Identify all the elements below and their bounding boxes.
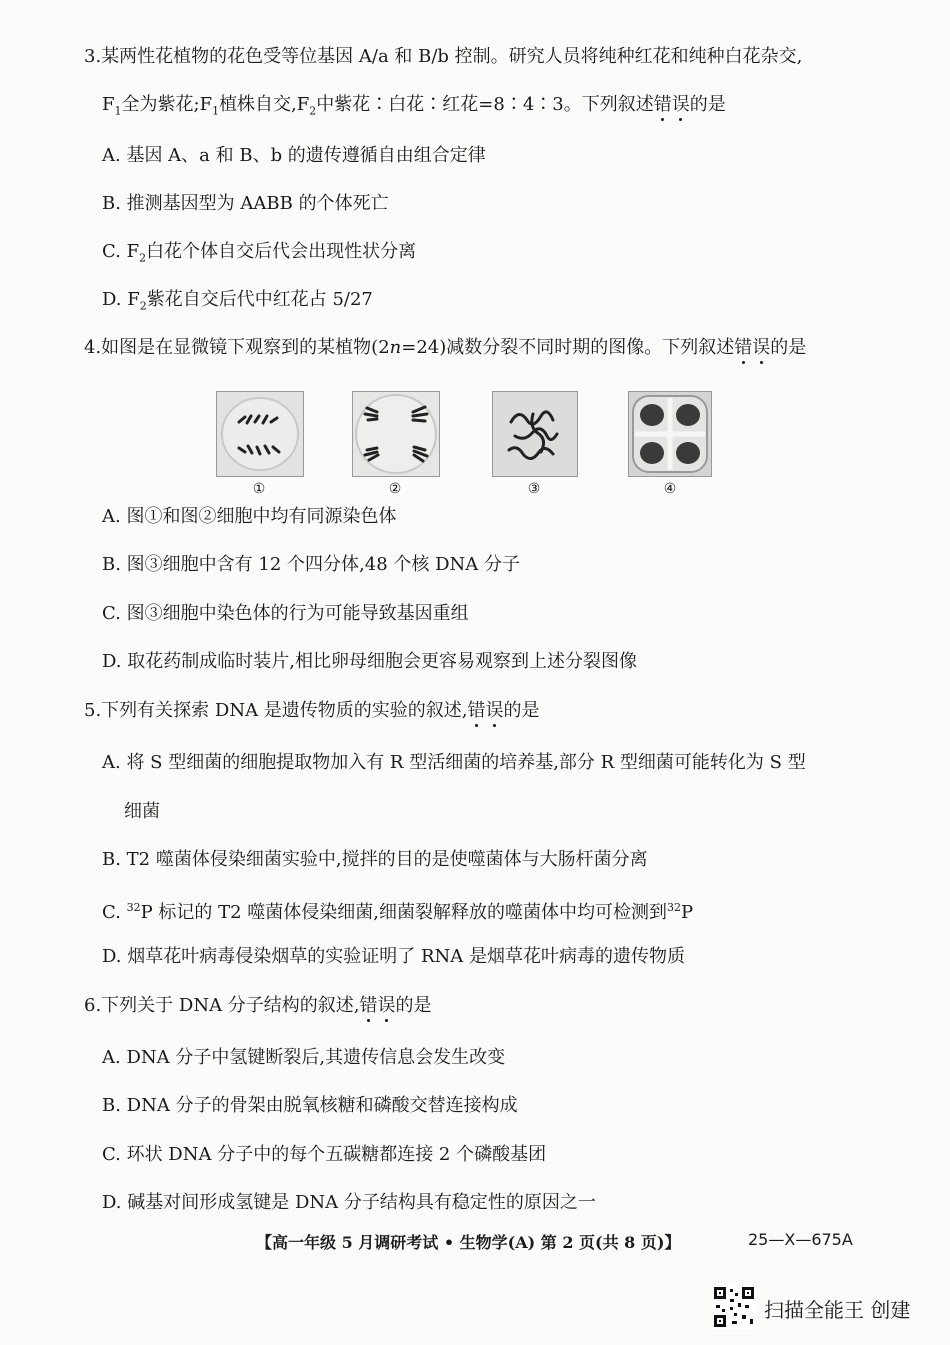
emphasis-char: 错 xyxy=(467,700,486,721)
q5-option-c-sup: 32 xyxy=(667,901,682,914)
q5-stem-part: 的是 xyxy=(503,700,540,721)
q4-option-b: B. 图③细胞中含有 12 个四分体,48 个核 DNA 分子 xyxy=(102,554,520,575)
q3-option-c xyxy=(102,241,416,270)
figure-2-micrograph xyxy=(352,391,440,477)
figure-3-label: ③ xyxy=(527,481,541,497)
q4-stem-part: 的是 xyxy=(770,337,807,358)
q3-option-a: A. 基因 A、a 和 B、b 的遗传遵循自由组合定律 xyxy=(102,145,486,166)
q4-option-d: D. 取花药制成临时装片,相比卵母细胞会更容易观察到上述分裂图像 xyxy=(102,651,637,672)
q4-stem-part: =24)减数分裂不同时期的图像。下列叙述 xyxy=(401,337,735,358)
q3-option-b: B. 推测基因型为 AABB 的个体死亡 xyxy=(102,193,389,214)
q6-stem-part: 6.下列关于 DNA 分子结构的叙述, xyxy=(84,995,360,1016)
q3-stem-line1: 3.某两性花植物的花色受等位基因 A/a 和 B/b 控制。研究人员将纯种红花和纯种白花杂交, xyxy=(84,46,803,67)
q6-stem-part: 的是 xyxy=(395,995,432,1016)
q3-option-c-part: C. F xyxy=(102,241,140,262)
q5-option-d: D. 烟草花叶病毒侵染烟草的实验证明了 RNA 是烟草花叶病毒的遗传物质 xyxy=(102,946,685,967)
figure-4-micrograph xyxy=(628,391,712,477)
q3-option-d xyxy=(102,289,373,318)
q3-stem-line2 xyxy=(102,94,726,123)
q6-stem xyxy=(84,995,432,1017)
q4-stem xyxy=(84,337,806,359)
figure-1-label: ① xyxy=(252,481,266,497)
q5-stem xyxy=(84,700,540,722)
q3-option-d-part: 紫花自交后代中红花占 5/27 xyxy=(146,289,373,310)
figure-1-micrograph xyxy=(216,391,304,477)
q4-option-c: C. 图③细胞中染色体的行为可能导致基因重组 xyxy=(102,603,469,624)
q5-option-b: B. T2 噬菌体侵染细菌实验中,搅拌的目的是使噬菌体与大肠杆菌分离 xyxy=(102,849,648,870)
q5-option-c-part: C. xyxy=(102,902,127,923)
scanner-watermark-text: 扫描全能王 创建 xyxy=(764,1298,911,1322)
q6-option-a: A. DNA 分子中氢键断裂后,其遗传信息会发生改变 xyxy=(102,1047,506,1068)
q3-stem-part: 植株自交,F xyxy=(219,94,310,115)
figure-3-micrograph xyxy=(492,391,578,477)
q5-option-a-line2: 细菌 xyxy=(124,801,160,822)
q3-stem-sub: 2 xyxy=(309,104,317,118)
q5-stem-part: 5.下列有关探索 DNA 是遗传物质的实验的叙述, xyxy=(84,700,468,721)
figure-2-label: ② xyxy=(388,481,402,497)
emphasis-char: 误 xyxy=(752,337,771,358)
emphasis-char: 错 xyxy=(359,995,378,1016)
emphasis-char: 误 xyxy=(485,700,504,721)
q5-option-c-part: P 标记的 T2 噬菌体侵染细菌,细菌裂解释放的噬菌体中均可检测到 xyxy=(140,902,668,923)
q6-option-c: C. 环状 DNA 分子中的每个五碳糖都连接 2 个磷酸基团 xyxy=(102,1144,547,1165)
figure-4-label: ④ xyxy=(663,481,677,497)
page-footer: 【高一年级 5 月调研考试 • 生物学(A) 第 2 页(共 8 页)】 xyxy=(256,1233,681,1252)
emphasis-char: 误 xyxy=(671,94,690,115)
q4-option-a: A. 图①和图②细胞中均有同源染色体 xyxy=(102,506,397,527)
q3-option-c-part: 白花个体自交后代会出现性状分离 xyxy=(146,241,417,262)
q4-stem-part: 4.如图是在显微镜下观察到的某植物(2 xyxy=(84,337,390,358)
q4-stem-n: n xyxy=(389,337,402,358)
q6-option-b: B. DNA 分子的骨架由脱氧核糖和磷酸交替连接构成 xyxy=(102,1095,518,1116)
q5-option-c xyxy=(102,897,693,924)
emphasis-char: 错 xyxy=(734,337,753,358)
q3-stem-sub: 1 xyxy=(114,104,122,118)
emphasis-char: 误 xyxy=(377,995,396,1016)
q3-option-d-sub: 2 xyxy=(139,299,147,313)
q3-stem-part: F xyxy=(102,94,115,115)
exam-code: 25—X—675A xyxy=(748,1230,853,1249)
q3-stem-sub: 1 xyxy=(212,104,220,118)
q3-option-c-sub: 2 xyxy=(139,251,147,265)
q3-stem-part: 全为紫花;F xyxy=(121,94,213,115)
q3-stem-part: 的是 xyxy=(689,94,726,115)
q5-option-c-part: P xyxy=(681,902,694,923)
q3-stem-part: 中紫花∶白花∶红花=8∶4∶3。下列叙述 xyxy=(316,94,654,115)
qr-code-icon xyxy=(712,1285,756,1329)
q3-option-d-part: D. F xyxy=(102,289,140,310)
emphasis-char: 错 xyxy=(653,94,672,115)
q5-option-c-sup: 32 xyxy=(126,901,141,914)
q5-option-a-line1: A. 将 S 型细菌的细胞提取物加入有 R 型活细菌的培养基,部分 R 型细菌可能转化为 S 型 xyxy=(102,752,806,773)
q6-option-d: D. 碱基对间形成氢键是 DNA 分子结构具有稳定性的原因之一 xyxy=(102,1192,596,1213)
